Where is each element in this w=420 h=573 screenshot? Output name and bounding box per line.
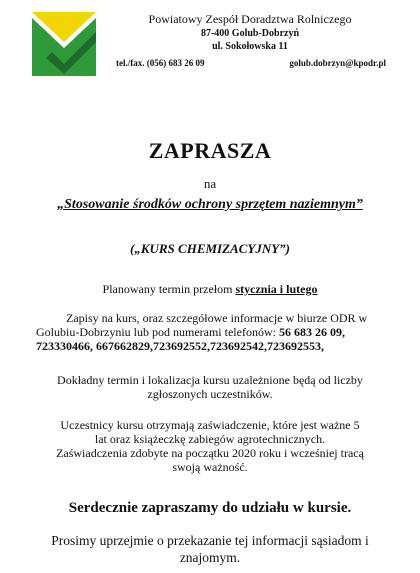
request-line-2: znajomym. (179, 550, 241, 565)
organization-header (100, 12, 400, 53)
schedule-info (0, 282, 420, 297)
organization-address: 87-400 Golub-Dobrzyń (200, 28, 300, 39)
phone-numbers-1: 56 683 26 09, (278, 325, 345, 339)
enrollment-line-2: Golubiu-Dobrzyniu lub pod numerami telefonów: (36, 325, 279, 339)
contact-row (116, 58, 386, 68)
enrollment-line-1: Zapisy na kurs, oraz szczegółowe informacje w biurze ODR w (66, 311, 368, 325)
certificate-line-4: swoją ważność. (172, 460, 248, 474)
phone-fax: tel./fax. (056) 683 26 09 (116, 58, 205, 68)
course-topic: „Stosowanie środków ochrony sprzętem naziemnym” (57, 197, 363, 212)
phone-numbers-2: 723330466, 667662829,723692552,723692542,723692553, (36, 339, 324, 353)
details-line-1: Dokładny termin i lokalizacja kursu uzależnione będą od liczby (57, 373, 363, 387)
enrollment-info (36, 311, 396, 353)
invitation-text: Serdecznie zapraszamy do udziału w kursie. (68, 500, 352, 516)
certificate-line-3: Zaświadczenia zdobyte na początku 2020 roku i wcześniej tracą (56, 446, 364, 460)
schedule-months: stycznia i lutego (235, 282, 318, 296)
document-title: ZAPRASZA (148, 138, 272, 163)
certificate-line-2: lat oraz książeczkę zabiegów agrotechnicznych. (94, 432, 326, 446)
preposition-text: na (203, 176, 217, 191)
organization-street: ul. Sokołowska 11 (212, 41, 288, 52)
organization-name: Powiatowy Zespół Doradztwa Rolniczego (148, 12, 352, 26)
certificate-info (30, 418, 390, 474)
certificate-line-1: Uczestnicy kursu otrzymają zaświadczenie, które jest ważne 5 (60, 418, 360, 432)
email-address[interactable]: golub.dobrzyn@kpodr.pl (289, 58, 386, 68)
request-text (20, 532, 400, 566)
details-line-2: zgłoszonych uczestników. (147, 387, 273, 401)
schedule-text: Planowany termin przełom (102, 282, 236, 296)
organization-logo (32, 12, 96, 76)
course-name: („KURS CHEMIZACYJNY”) (130, 241, 290, 256)
request-line-1: Prosimy uprzejmie o przekazanie tej informacji sąsiadom i (51, 533, 369, 548)
details-info (30, 373, 390, 401)
